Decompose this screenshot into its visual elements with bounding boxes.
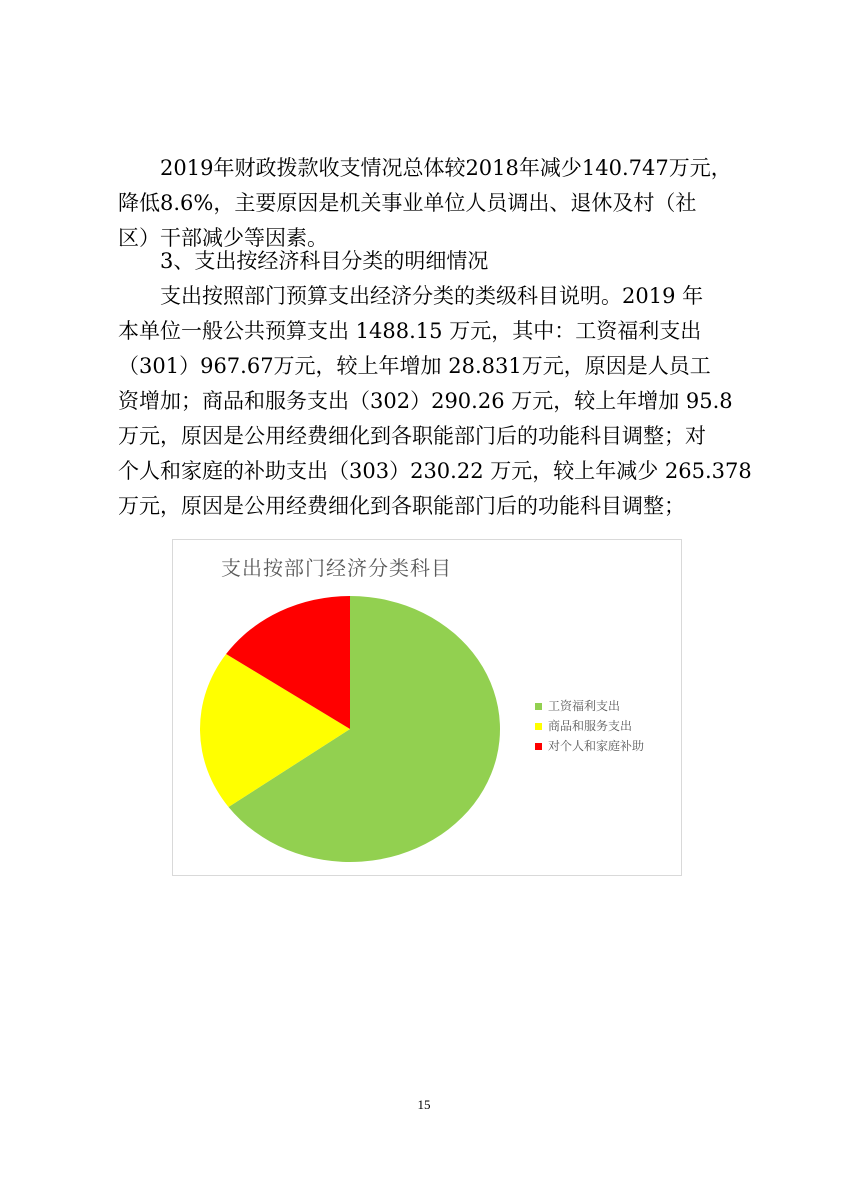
text-line: 万元，原因是公用经费细化到各职能部门后的功能科目调整；对 [118,424,706,448]
text-line: （301）967.67万元，较上年增加 28.831万元，原因是人员工 [118,354,711,378]
text-line: 区）干部减少等因素。 [118,226,328,250]
paragraph-expenditure-detail [118,279,752,524]
legend-item [535,736,644,756]
legend-item [535,716,644,736]
text-line: 支出按照部门预算支出经济分类的类级科目说明。2019 年 [160,284,704,308]
paragraph-fiscal-summary [118,151,748,256]
text-line: 万元，原因是公用经费细化到各职能部门后的功能科目调整； [118,494,685,518]
legend-label: 对个人和家庭补助 [548,739,645,753]
text-line: 个人和家庭的补助支出（303）230.22 万元，较上年减少 265.378 [118,459,752,483]
chart-legend [535,696,644,756]
legend-item [535,696,644,716]
legend-swatch [535,743,542,750]
chart-title: 支出按部门经济分类科目 [221,556,452,580]
pie-chart [172,539,682,876]
section-heading-text: 3、支出按经济科目分类的明细情况 [160,249,489,273]
legend-label: 工资福利支出 [548,699,621,713]
legend-label: 商品和服务支出 [548,719,633,733]
text-line: 降低8.6%，主要原因是机关事业单位人员调出、退休及村（社 [118,191,697,215]
section-heading [118,244,748,279]
page-number: 15 [417,1097,431,1112]
text-line: 本单位一般公共预算支出 1488.15 万元，其中：工资福利支出 [118,319,702,343]
legend-swatch [535,723,542,730]
legend-swatch [535,703,542,710]
text-line: 2019年财政拨款收支情况总体较2018年减少140.747万元， [160,156,732,180]
text-line: 资增加；商品和服务支出（302）290.26 万元，较上年增加 95.8 [118,389,733,413]
